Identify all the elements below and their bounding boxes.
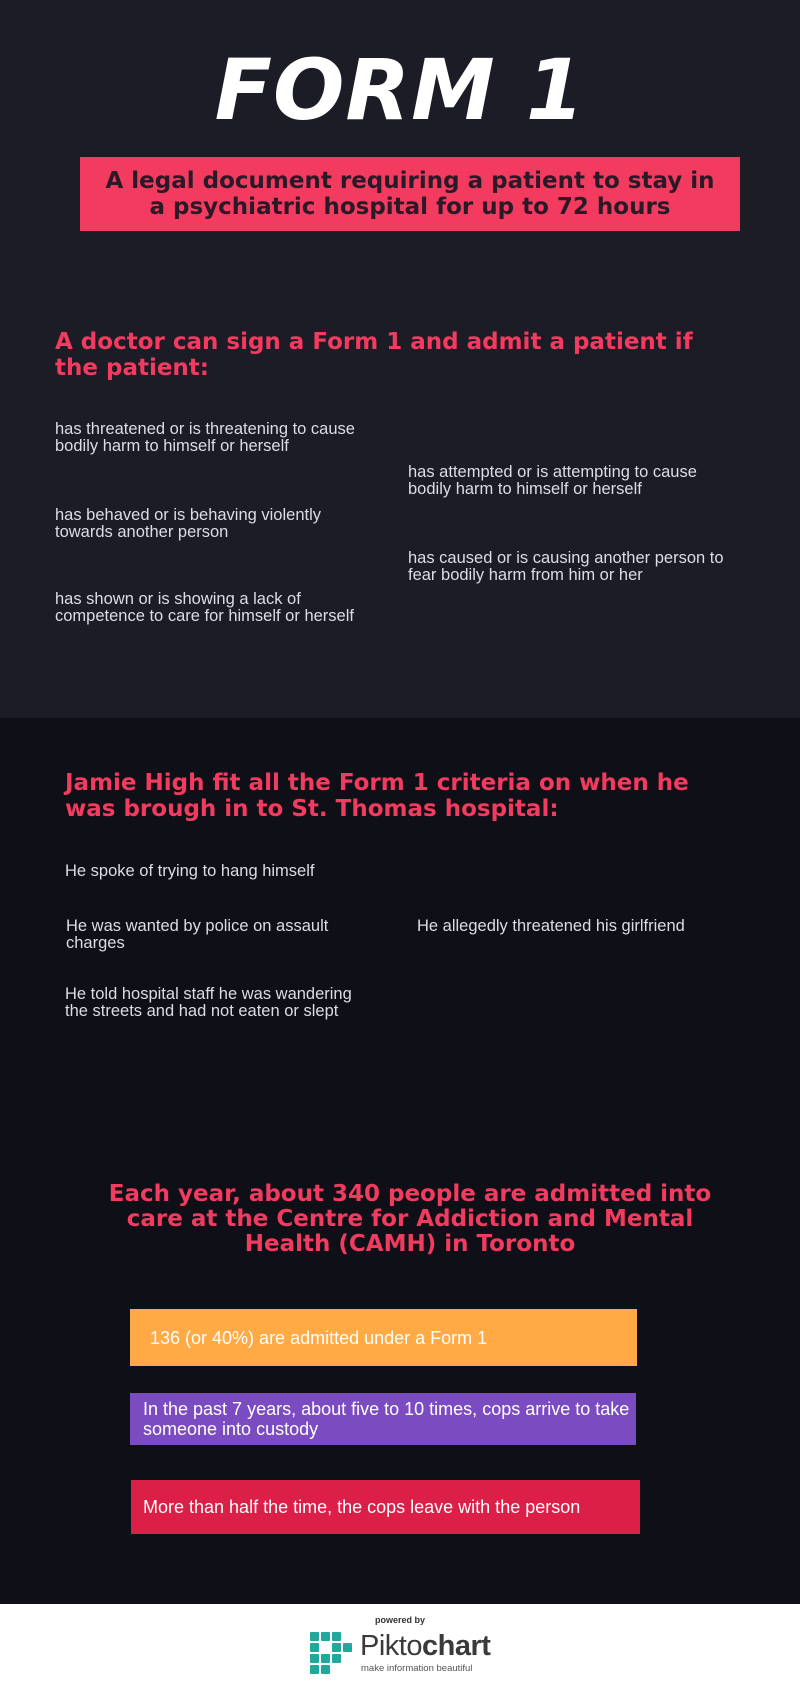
piktochart-logo-icon — [310, 1632, 352, 1674]
brand-bold: chart — [421, 1630, 491, 1662]
form1-section — [0, 0, 800, 718]
criterion-item: has caused or is causing another person to fear bodily harm from him or her — [408, 549, 724, 584]
piktochart-wordmark — [360, 1630, 490, 1663]
piktochart-logo[interactable] — [310, 1632, 500, 1674]
criterion-item: has behaved or is behaving violently towards another person — [55, 506, 322, 541]
case-point: He was wanted by police on assault charges — [66, 917, 329, 952]
case-point: He allegedly threatened his girlfriend — [417, 917, 685, 935]
page-title: FORM 1 — [214, 41, 586, 139]
criteria-heading: A doctor can sign a Form 1 and admit a patient if the patient: — [55, 329, 693, 381]
definition-banner: A legal document requiring a patient to stay in a psychiatric hospital for up to 72 hours — [80, 157, 740, 231]
criterion-item: has shown or is showing a lack of competence to care for himself or herself — [55, 590, 354, 625]
stat-police-custody: In the past 7 years, about five to 10 times, cops arrive to take someone into custody — [130, 1393, 636, 1445]
case-section — [0, 718, 800, 1604]
brand-tagline: make information beautiful — [361, 1663, 473, 1674]
stats-heading: Each year, about 340 people are admitted into care at the Centre for Addiction and Mental Health (CAMH) in Toronto — [108, 1181, 712, 1257]
stat-form1-admissions: 136 (or 40%) are admitted under a Form 1 — [130, 1309, 637, 1366]
case-point: He spoke of trying to hang himself — [65, 862, 315, 880]
case-heading: Jamie High fit all the Form 1 criteria on when he was brough in to St. Thomas hospital: — [65, 770, 689, 822]
criterion-item: has attempted or is attempting to cause bodily harm to himself or herself — [408, 463, 697, 498]
criterion-item: has threatened or is threatening to cause bodily harm to himself or herself — [55, 420, 355, 455]
stat-cops-leave: More than half the time, the cops leave with the person — [131, 1480, 640, 1534]
powered-by-label: powered by — [374, 1615, 425, 1625]
brand-light: Pikto — [360, 1630, 422, 1662]
case-point: He told hospital staff he was wandering the streets and had not eaten or slept — [65, 985, 352, 1020]
